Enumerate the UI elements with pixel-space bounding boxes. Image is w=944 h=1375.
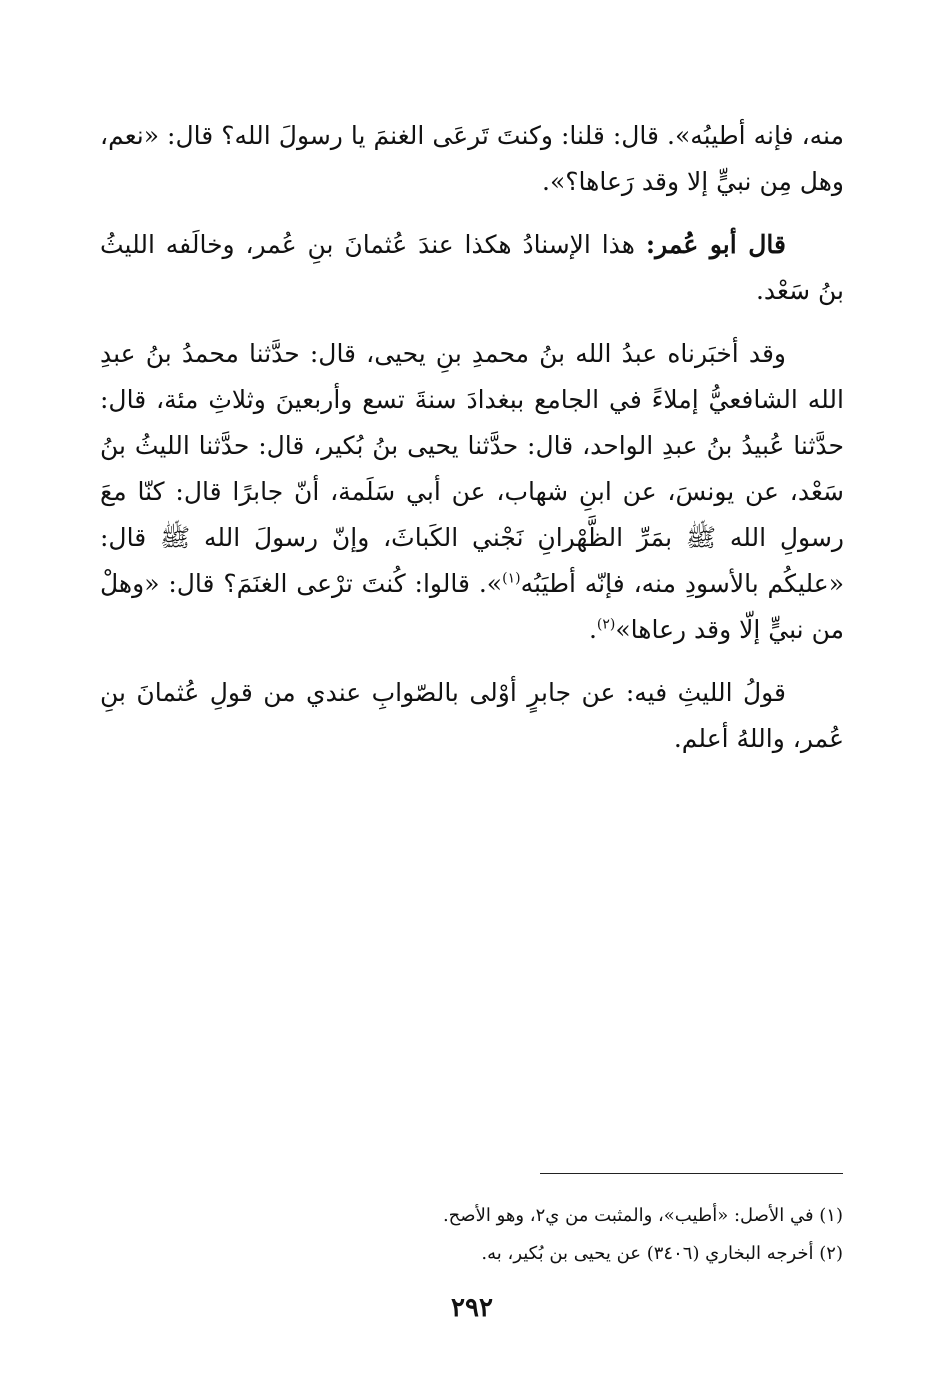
paragraph-2-text: هذا الإسنادُ هكذا عندَ عُثمانَ بنِ عُمر، وخالَفه الليثُ بنُ سَعْد. — [100, 230, 844, 305]
paragraph-4-text: قولُ الليثِ فيه: عن جابرٍ أوْلى بالصّوابِ عندي من قولِ عُثمانَ بنِ عُمر، واللهُ أعلم. — [100, 678, 844, 753]
paragraph-3-text: وقد أخبَرناه عبدُ الله بنُ محمدِ بنِ يحيى، قال: حدَّثنا محمدُ بنُ عبدِ الله الشافعيُّ إملاءً في الجامع ببغدادَ سنةَ تسع وأربعينَ وثلاثِ مئة، قال: حدَّثنا عُبيدُ بنُ عبدِ الواحد، قال: حدَّثنا يحيى بنُ بُكير، قال: حدَّثنا الليثُ بنُ سَعْد، عن يونسَ، عن ابنِ شهاب، عن أبي سَلَمة، أنّ جابرًا قال: كنّا معَ رسولِ الله ﷺ بمَرِّ الظَّهْرانِ نَجْني الكَباثَ، وإنّ رسولَ الله ﷺ قال: «عليكُم بالأسودِ منه، فإنّه أطيَبُه — [100, 339, 845, 598]
footnote-ref-1[interactable]: (١) — [502, 570, 521, 587]
footnote-ref-2[interactable]: (٢) — [596, 616, 616, 633]
footnote-2: (٢) أخرجه البخاري (٣٤٠٦) عن يحيى بن بُكير، به. — [481, 1243, 843, 1264]
footnote-separator — [540, 1173, 843, 1174]
paragraph-3-text-cont: ». قالوا: كُنتَ ترْعى الغنَمَ؟ قال: «وهلْ من نبيٍّ إلّا وقد رعاها» — [100, 569, 844, 644]
footnotes — [300, 1197, 843, 1273]
paragraph-3 — [100, 331, 844, 653]
paragraph-2 — [100, 222, 844, 314]
paragraph-3-end: . — [588, 615, 597, 644]
page-number: ٢٩٢ — [451, 1293, 493, 1323]
paragraph-1 — [100, 113, 844, 205]
paragraph-4 — [100, 670, 844, 762]
main-text — [100, 113, 844, 779]
paragraph-1-text: منه، فإنه أطيبُه». قال: قلنا: وكنتَ تَرعَى الغنمَ يا رسولَ الله؟ قال: «نعم، وهل مِن نبيٍّ إلا وقد رَعاها؟». — [100, 121, 844, 196]
abu-umar-heading: قال أبو عُمر: — [645, 230, 786, 259]
footnote-1: (١) في الأصل: «أطيب»، والمثبت من ي٢، وهو الأصح. — [442, 1205, 843, 1226]
